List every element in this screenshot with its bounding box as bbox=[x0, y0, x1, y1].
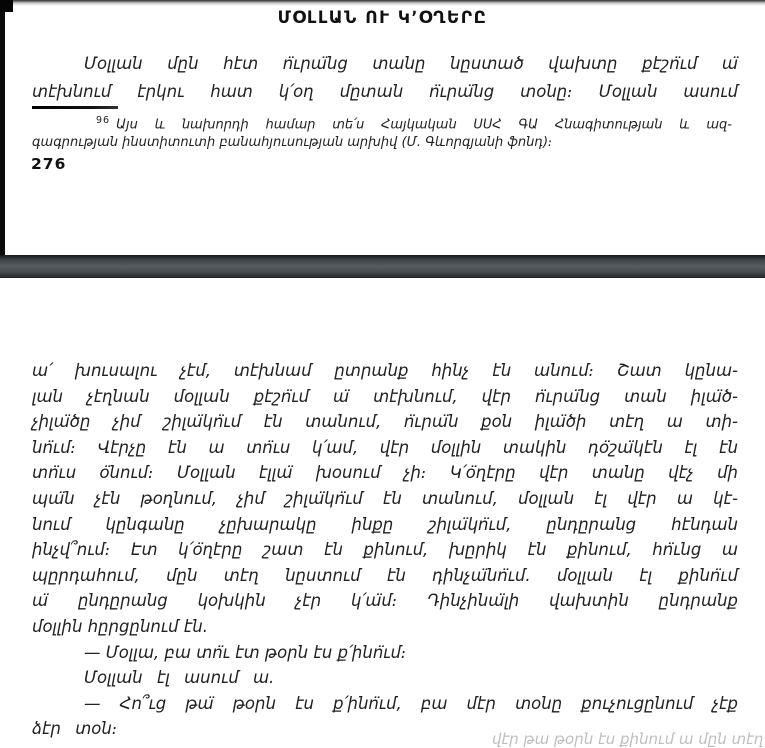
text-line: ա՛ խուսալու չէմ, տէխնամ ըտրանք հինչ էն անում։ Շատ կընա- bbox=[32, 361, 738, 380]
page-title: ՄՕԼԼԱՆ ՈՒ Կ՚ՕՂԵՐԸ bbox=[277, 8, 488, 28]
text-line: պա̈ն չէն թօղնում, չիմ շիլա̈կո̈ւմ էն տանում, մօլլան էլ վէր ա կէ- bbox=[32, 488, 738, 508]
cutoff-next-line: վէր թա թօրն էս քինում ա մըն տէղ bbox=[492, 730, 764, 748]
text-line: ա̈ ընդըրանց կօխկին չէր կ՛ա̈մ։ Դինչինա̈լի վախտին ընդրանք bbox=[32, 591, 738, 611]
text-line: ինչվ՞ում։ Էտ կ՛օ̈ղէրը շատ էն քինում, խըրիկ էն քինում, հո̈ւնց ա bbox=[32, 540, 738, 560]
text-line: չիլա̈ծը չիմ շիլա̈կո̈ւմ էն տանում, ո̈ւրա̈ն քօն իլա̈ծի տէղ ա տի- bbox=[32, 412, 738, 432]
text-line: տո̈ւս օ̈նում։ Մօլլան էլլա̈ խօսում չի։ Կ՛օ̈ղէրը վէր տանը վէչ մի bbox=[32, 463, 738, 483]
text-line: մօլլին հըրցընում էն. bbox=[32, 616, 208, 636]
scan-edge-left-artifact bbox=[0, 0, 5, 257]
text-line: ձէր տօն։ bbox=[32, 719, 118, 739]
text-line: Մօլլան մըն հէտ ո̈ւրա̈նց տանը նըստած վախտը քէշո̈ւմ ա̈ bbox=[84, 54, 738, 73]
text-line: նում կընգանը չըխարակը ինքը շիլա̈կո̈ւմ, ընդըրանց հէնդան bbox=[32, 514, 738, 534]
page2-paragraph bbox=[32, 358, 738, 742]
dialogue-line: Մօլլան էլ ասում ա. bbox=[84, 668, 275, 688]
text-line: լան չէղնան մօլլան քէշո̈ւմ ա̈ տէխնում, վէր ո̈ւրա̈նց տան իլա̈ծ- bbox=[32, 386, 738, 406]
text-line: տէխնում էրկու հատ կ՛օղ մըտան ո̈ւրա̈նց տօնը։ Մօլլան ասում bbox=[32, 82, 738, 101]
page1-paragraph bbox=[32, 50, 738, 106]
footnote-marker: 96 bbox=[96, 115, 111, 126]
footnote bbox=[32, 110, 732, 154]
footnote-line bbox=[32, 110, 732, 132]
page-number: 276 bbox=[31, 155, 67, 173]
dialogue-line: — Հո՞ւց թա̈ թօրն էս ք՛ինո̈ւմ, բա մէր տօնը քուչուցընում չէք bbox=[84, 693, 738, 713]
text-line: նո̈ւմ։ Վէրչը էն ա տո̈ւս կ՛ամ, վէր մօլլին տակին դօ̈շա̈կէն էլ էն bbox=[32, 437, 738, 457]
text-line: պըրդահում, մըն տէղ նըստում էն դինչա̈նո̈ւմ. մօլլան էլ քինո̈ւմ bbox=[32, 565, 738, 585]
dialogue-line: — Մօլլա, բա տո̈ւ էտ թօրն էս ք՛ինո̈ւմ։ bbox=[84, 642, 407, 662]
footnote-divider bbox=[32, 106, 118, 109]
footnote-line: գագրության ինստիտուտի բանահյուսության արխիվ (Մ. Գևորգյանի ֆոնդ)։ bbox=[32, 135, 553, 150]
scan-edge-top-artifact bbox=[0, 0, 765, 6]
footnote-text: Այս և նախորդի համար տե՛ս Հայկական ՍՍՀ ԳԱ Հնագիտության և ազ- bbox=[116, 117, 732, 133]
page-gap-separator bbox=[0, 255, 765, 278]
